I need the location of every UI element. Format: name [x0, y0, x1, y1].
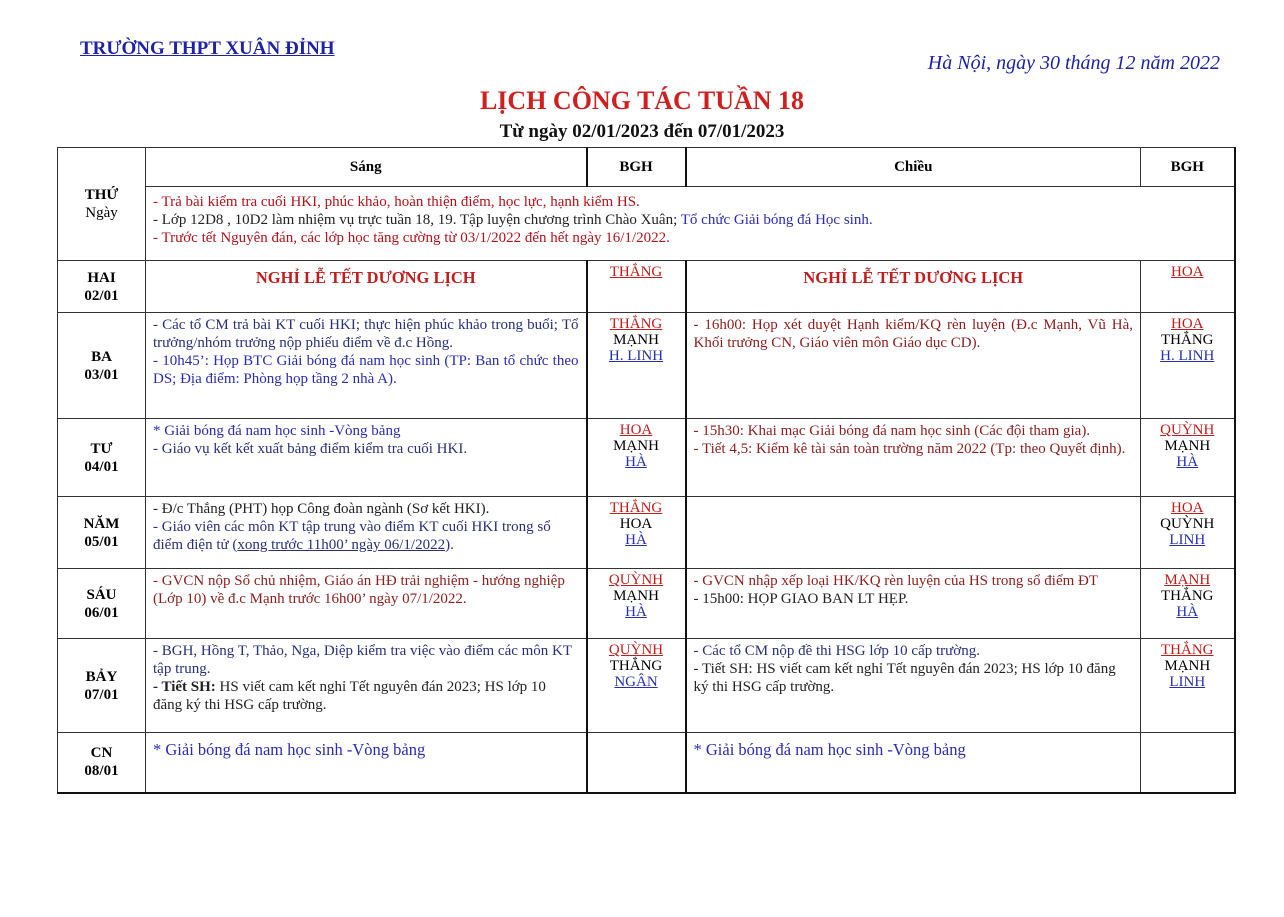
table-row: [58, 569, 1235, 639]
bgh-afternoon-cell: [1141, 733, 1235, 793]
morning-cell: - Đ/c Thắng (PHT) họp Công đoàn ngành (Sơ kết HKI). - Giáo viên các môn KT tập trung vào điểm KT cuối HKI trong sổ điểm điện tử (xong trước 11h00’ ngày 06/1/2022).: [146, 497, 587, 569]
bgh-afternoon-cell: HOA THẮNG H. LINH: [1141, 313, 1235, 419]
table-row: [58, 313, 1235, 419]
morning-header: Sáng: [146, 148, 587, 187]
note-line: - Trả bài kiểm tra cuối HKI, phúc khảo, hoàn thiện điểm, học lực, hạnh kiểm HS.: [153, 194, 640, 210]
morning-cell: - GVCN nộp Sổ chủ nhiệm, Giáo án HĐ trải nghiệm - hướng nghiệp (Lớp 10) về đ.c Mạnh trước 16h00’ ngày 07/1/2022.: [146, 569, 587, 639]
schedule-table: [57, 147, 1236, 794]
note-line: Tổ chức Giải bóng đá Học sinh.: [680, 212, 873, 228]
header-row: [58, 148, 1235, 187]
afternoon-cell: NGHỈ LỄ TẾT DƯƠNG LỊCH: [686, 261, 1141, 313]
morning-cell: * Giải bóng đá nam học sinh -Vòng bảng - Giáo vụ kết kết xuất bảng điểm kiểm tra cuối HKI.: [146, 419, 587, 497]
bgh-afternoon-cell: [1141, 261, 1235, 313]
table-row: [58, 497, 1235, 569]
afternoon-cell: - 15h30: Khai mạc Giải bóng đá nam học sinh (Các đội tham gia). - Tiết 4,5: Kiểm kê tài sản toàn trường năm 2022 (Tp: theo Quyết định).: [686, 419, 1141, 497]
table-row: [58, 639, 1235, 733]
day-header-label: THỨ: [84, 187, 119, 203]
morning-cell: NGHỈ LỄ TẾT DƯƠNG LỊCH: [146, 261, 587, 313]
bgh-morning-cell: THẮNG MẠNH H. LINH: [587, 313, 686, 419]
school-name: TRƯỜNG THPT XUÂN ĐỈNH: [80, 38, 335, 59]
bgh-afternoon-cell: HOA QUỲNH LINH: [1141, 497, 1235, 569]
bgh-afternoon-cell: MẠNH THẮNG HÀ: [1141, 569, 1235, 639]
note-line: - Lớp 12D8 , 10D2 làm nhiệm vụ trực tuần 18, 19. Tập luyện chương trình Chào Xuân;: [153, 212, 681, 228]
page-subtitle: Từ ngày 02/01/2023 đến 07/01/2023: [499, 121, 785, 142]
bgh-name: THẮNG: [609, 264, 663, 280]
date-line: Hà Nội, ngày 30 tháng 12 năm 2022: [927, 52, 1220, 74]
morning-cell: * Giải bóng đá nam học sinh -Vòng bảng: [146, 733, 587, 793]
bgh-afternoon-cell: THẮNG MẠNH LINH: [1141, 639, 1235, 733]
bgh-morning-cell: THẮNG HOA HÀ: [587, 497, 686, 569]
day-cell: CN 08/01: [58, 733, 146, 793]
table-row: [58, 733, 1235, 793]
day-cell: HAI 02/01: [58, 261, 146, 313]
bgh-name: HOA: [1171, 264, 1204, 280]
page-title: LỊCH CÔNG TÁC TUẦN 18: [479, 86, 805, 115]
afternoon-cell: - GVCN nhập xếp loại HK/KQ rèn luyện của HS trong sổ điểm ĐT - 15h00: HỌP GIAO BAN LT HẸP.: [686, 569, 1141, 639]
bgh-afternoon-header: BGH: [1141, 148, 1235, 187]
day-cell: BA 03/01: [58, 313, 146, 419]
day-cell: TƯ 04/01: [58, 419, 146, 497]
morning-cell: - Các tổ CM trả bài KT cuối HKI; thực hiện phúc khảo trong buổi; Tổ trưởng/nhóm trưởng nộp phiếu điểm về đ.c Hồng. - 10h45’: Họp BTC Giải bóng đá nam học sinh (TP: Ban tổ chức theo DS; Địa điểm: Phòng họp tầng 2 nhà A).: [146, 313, 587, 419]
afternoon-header: Chiều: [686, 148, 1141, 187]
table-row: [58, 261, 1235, 313]
day-cell: SÁU 06/01: [58, 569, 146, 639]
day-cell: BẢY 07/01: [58, 639, 146, 733]
morning-cell: - BGH, Hồng T, Thảo, Nga, Diệp kiểm tra việc vào điểm các môn KT tập trung. - Tiết SH: HS viết cam kết nghỉ Tết nguyên đán 2023; HS lớp 10 đăng ký thi HSG cấp trường.: [146, 639, 587, 733]
afternoon-cell: - 16h00: Họp xét duyệt Hạnh kiểm/KQ rèn luyện (Đ.c Mạnh, Vũ Hà, Khối trưởng CN, Giáo viên môn Giáo dục CD).: [686, 313, 1141, 419]
note-line: - Trước tết Nguyên đán, các lớp học tăng cường từ 03/1/2022 đến hết ngày 16/1/2022.: [153, 230, 670, 246]
bgh-morning-cell: [587, 261, 686, 313]
date-header-label: Ngày: [85, 205, 118, 221]
bgh-morning-cell: QUỲNH THẮNG NGÂN: [587, 639, 686, 733]
general-notes-row: [58, 187, 1235, 261]
bgh-morning-cell: [587, 733, 686, 793]
table-row: [58, 419, 1235, 497]
day-header: [58, 148, 146, 261]
afternoon-cell: - Các tổ CM nộp đề thi HSG lớp 10 cấp trường. - Tiết SH: HS viết cam kết nghỉ Tết nguyên đán 2023; HS lớp 10 đăng ký thi HSG cấp trường.: [686, 639, 1141, 733]
general-notes: [146, 187, 1235, 261]
bgh-morning-cell: HOA MẠNH HÀ: [587, 419, 686, 497]
bgh-afternoon-cell: QUỲNH MẠNH HÀ: [1141, 419, 1235, 497]
afternoon-cell: * Giải bóng đá nam học sinh -Vòng bảng: [686, 733, 1141, 793]
bgh-morning-cell: QUỲNH MẠNH HÀ: [587, 569, 686, 639]
afternoon-cell: [686, 497, 1141, 569]
bgh-morning-header: BGH: [587, 148, 686, 187]
day-cell: NĂM 05/01: [58, 497, 146, 569]
